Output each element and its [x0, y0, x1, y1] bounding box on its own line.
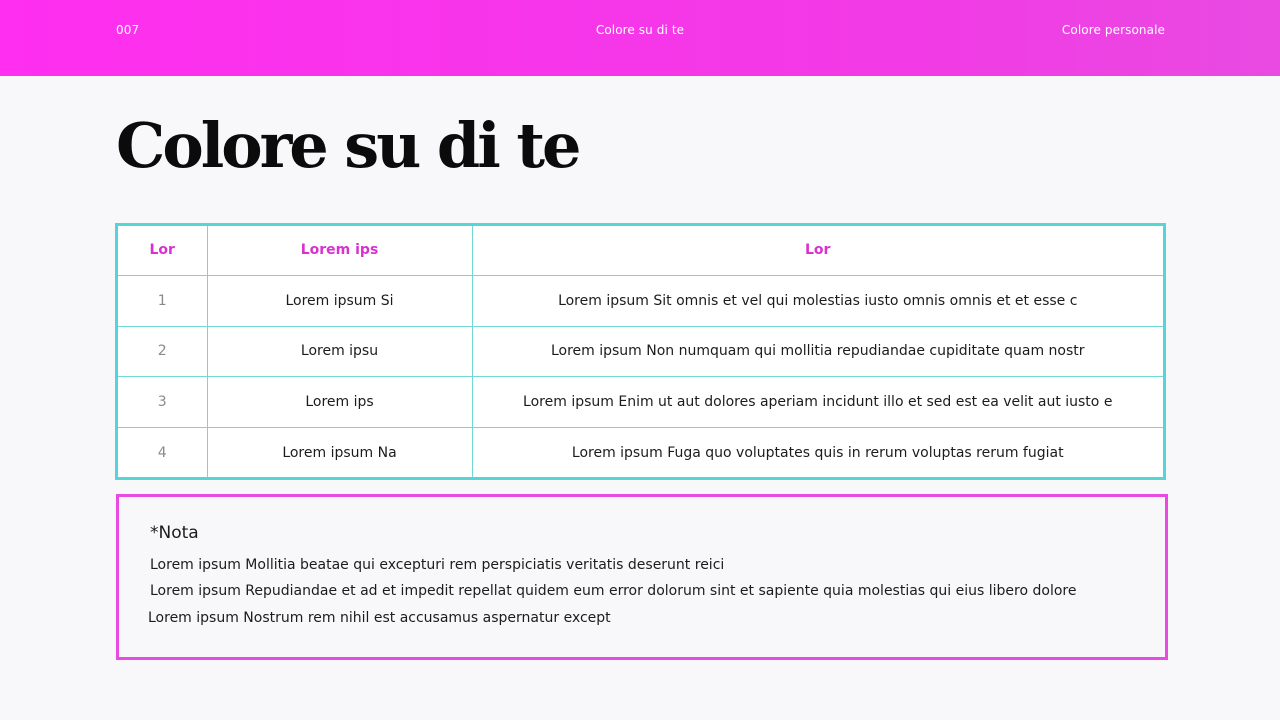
- table-row: [118, 326, 1163, 377]
- row-number: 4: [118, 428, 207, 477]
- table-row: [118, 275, 1163, 326]
- note-box: [116, 494, 1168, 660]
- note-line: Lorem ipsum Nostrum rem nihil est accusamus aspernatur except: [148, 610, 611, 626]
- table-cell: Lorem ips: [207, 377, 472, 428]
- note-title: *Nota: [150, 523, 199, 543]
- table-cell: Lorem ipsum Fuga quo voluptates quis in rerum voluptas rerum fugiat: [472, 428, 1163, 477]
- section-title: Colore su di te: [595, 23, 685, 37]
- table-cell: Lorem ipsum Si: [207, 275, 472, 326]
- table-cell: Lorem ipsum Sit omnis et vel qui molestias iusto omnis omnis et et esse c: [472, 275, 1163, 326]
- column-header: Lorem ips: [207, 226, 472, 275]
- table-cell: Lorem ipsu: [207, 326, 472, 377]
- column-header: Lor: [118, 226, 207, 275]
- note-line: Lorem ipsum Mollitia beatae qui excepturi rem perspiciatis veritatis deserunt reici: [150, 557, 725, 573]
- top-header-bar: [0, 0, 1280, 76]
- slide-title: Colore su di te: [116, 109, 579, 182]
- row-number: 3: [118, 377, 207, 428]
- page-number: 007: [116, 23, 140, 37]
- table-cell: Lorem ipsum Enim ut aut dolores aperiam incidunt illo et sed est ea velit aut iusto e: [472, 377, 1163, 428]
- column-header: Lor: [472, 226, 1163, 275]
- row-number: 2: [118, 326, 207, 377]
- table-cell: Lorem ipsum Non numquam qui mollitia repudiandae cupiditate quam nostr: [472, 326, 1163, 377]
- table-cell: Lorem ipsum Na: [207, 428, 472, 477]
- table-header-row: [118, 226, 1163, 275]
- deck-title: Colore personale: [1061, 23, 1165, 37]
- row-number: 1: [118, 275, 207, 326]
- table-row: [118, 377, 1163, 428]
- note-line: Lorem ipsum Repudiandae et ad et impedit repellat quidem eum error dolorum sint et sapiente quia molestias qui eius libero dolore: [150, 583, 1077, 599]
- table: [118, 226, 1163, 477]
- data-table: [115, 223, 1166, 480]
- table-row: [118, 428, 1163, 477]
